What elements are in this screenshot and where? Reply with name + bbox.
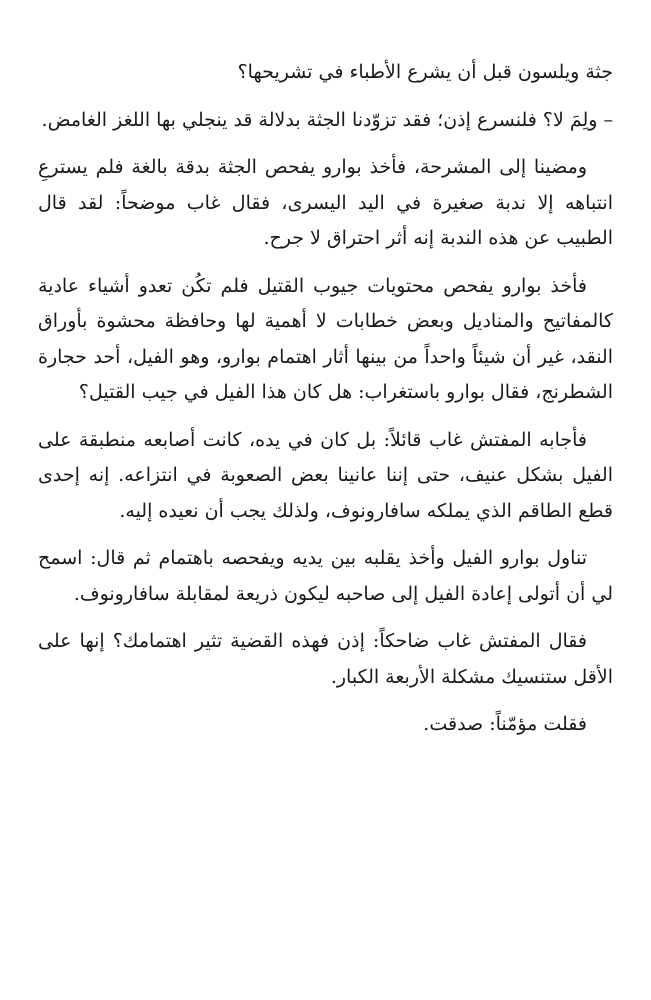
paragraph-8: فقلت مؤمّناً: صدقت. [423, 713, 587, 735]
paragraph-2: – ولِمَ لا؟ فلنسرع إذن؛ فقد تزوّدنا الجثة بدلالة قد ينجلي بها اللغز الغامض. [41, 108, 613, 131]
paragraph-7: فقال المفتش غاب ضاحكاً: إذن فهذه القضية تثير اهتمامك؟ إنها على الأقل ستنسيك مشكلة الأربعة الكبار. [38, 630, 613, 688]
paragraph-3: ومضينا إلى المشرحة، فأخذ بوارو يفحص الجثة بدقة بالغة فلم يسترعِ انتباهه إلا ندبة صغيرة في اليد اليسرى، فقال غاب موضحاً: لقد قال الطبيب عن هذه الندبة إنه أثر احتراق لا جرح. [38, 156, 613, 249]
paragraph-5: فأجابه المفتش غاب قائلاً: بل كان في يده، كانت أصابعه منطبقة على الفيل بشكل عنيف، حتى إننا عانينا بعض الصعوبة في انتزاعه. إنه إحدى قطع الطاقم الذي يملكه سافارونوف، ولذلك يجب أن نعيده إليه. [38, 428, 613, 522]
paragraph-6: تناول بوارو الفيل وأخذ يقلبه بين يديه ويفحصه باهتمام ثم قال: اسمح لي أن أتولى إعادة الفيل إلى صاحبه ليكون ذريعة لمقابلة سافارونوف. [38, 547, 613, 605]
paragraph-4: فأخذ بوارو يفحص محتويات جيوب القتيل فلم تكُن تعدو أشياء عادية كالمفاتيح والمناديل وبعض خطابات لا أهمية لها وحافظة محشوة بأوراق النقد، غير أن شيئاً واحداً من بينها أثار اهتمام بوارو، وهو الفيل، أحد حجارة الشطرنج، فقال بوارو باستغراب: هل كان هذا الفيل في جيب القتيل؟ [38, 274, 613, 403]
paragraph-1: جثة ويلسون قبل أن يشرع الأطباء في تشريحها؟ [237, 61, 613, 83]
